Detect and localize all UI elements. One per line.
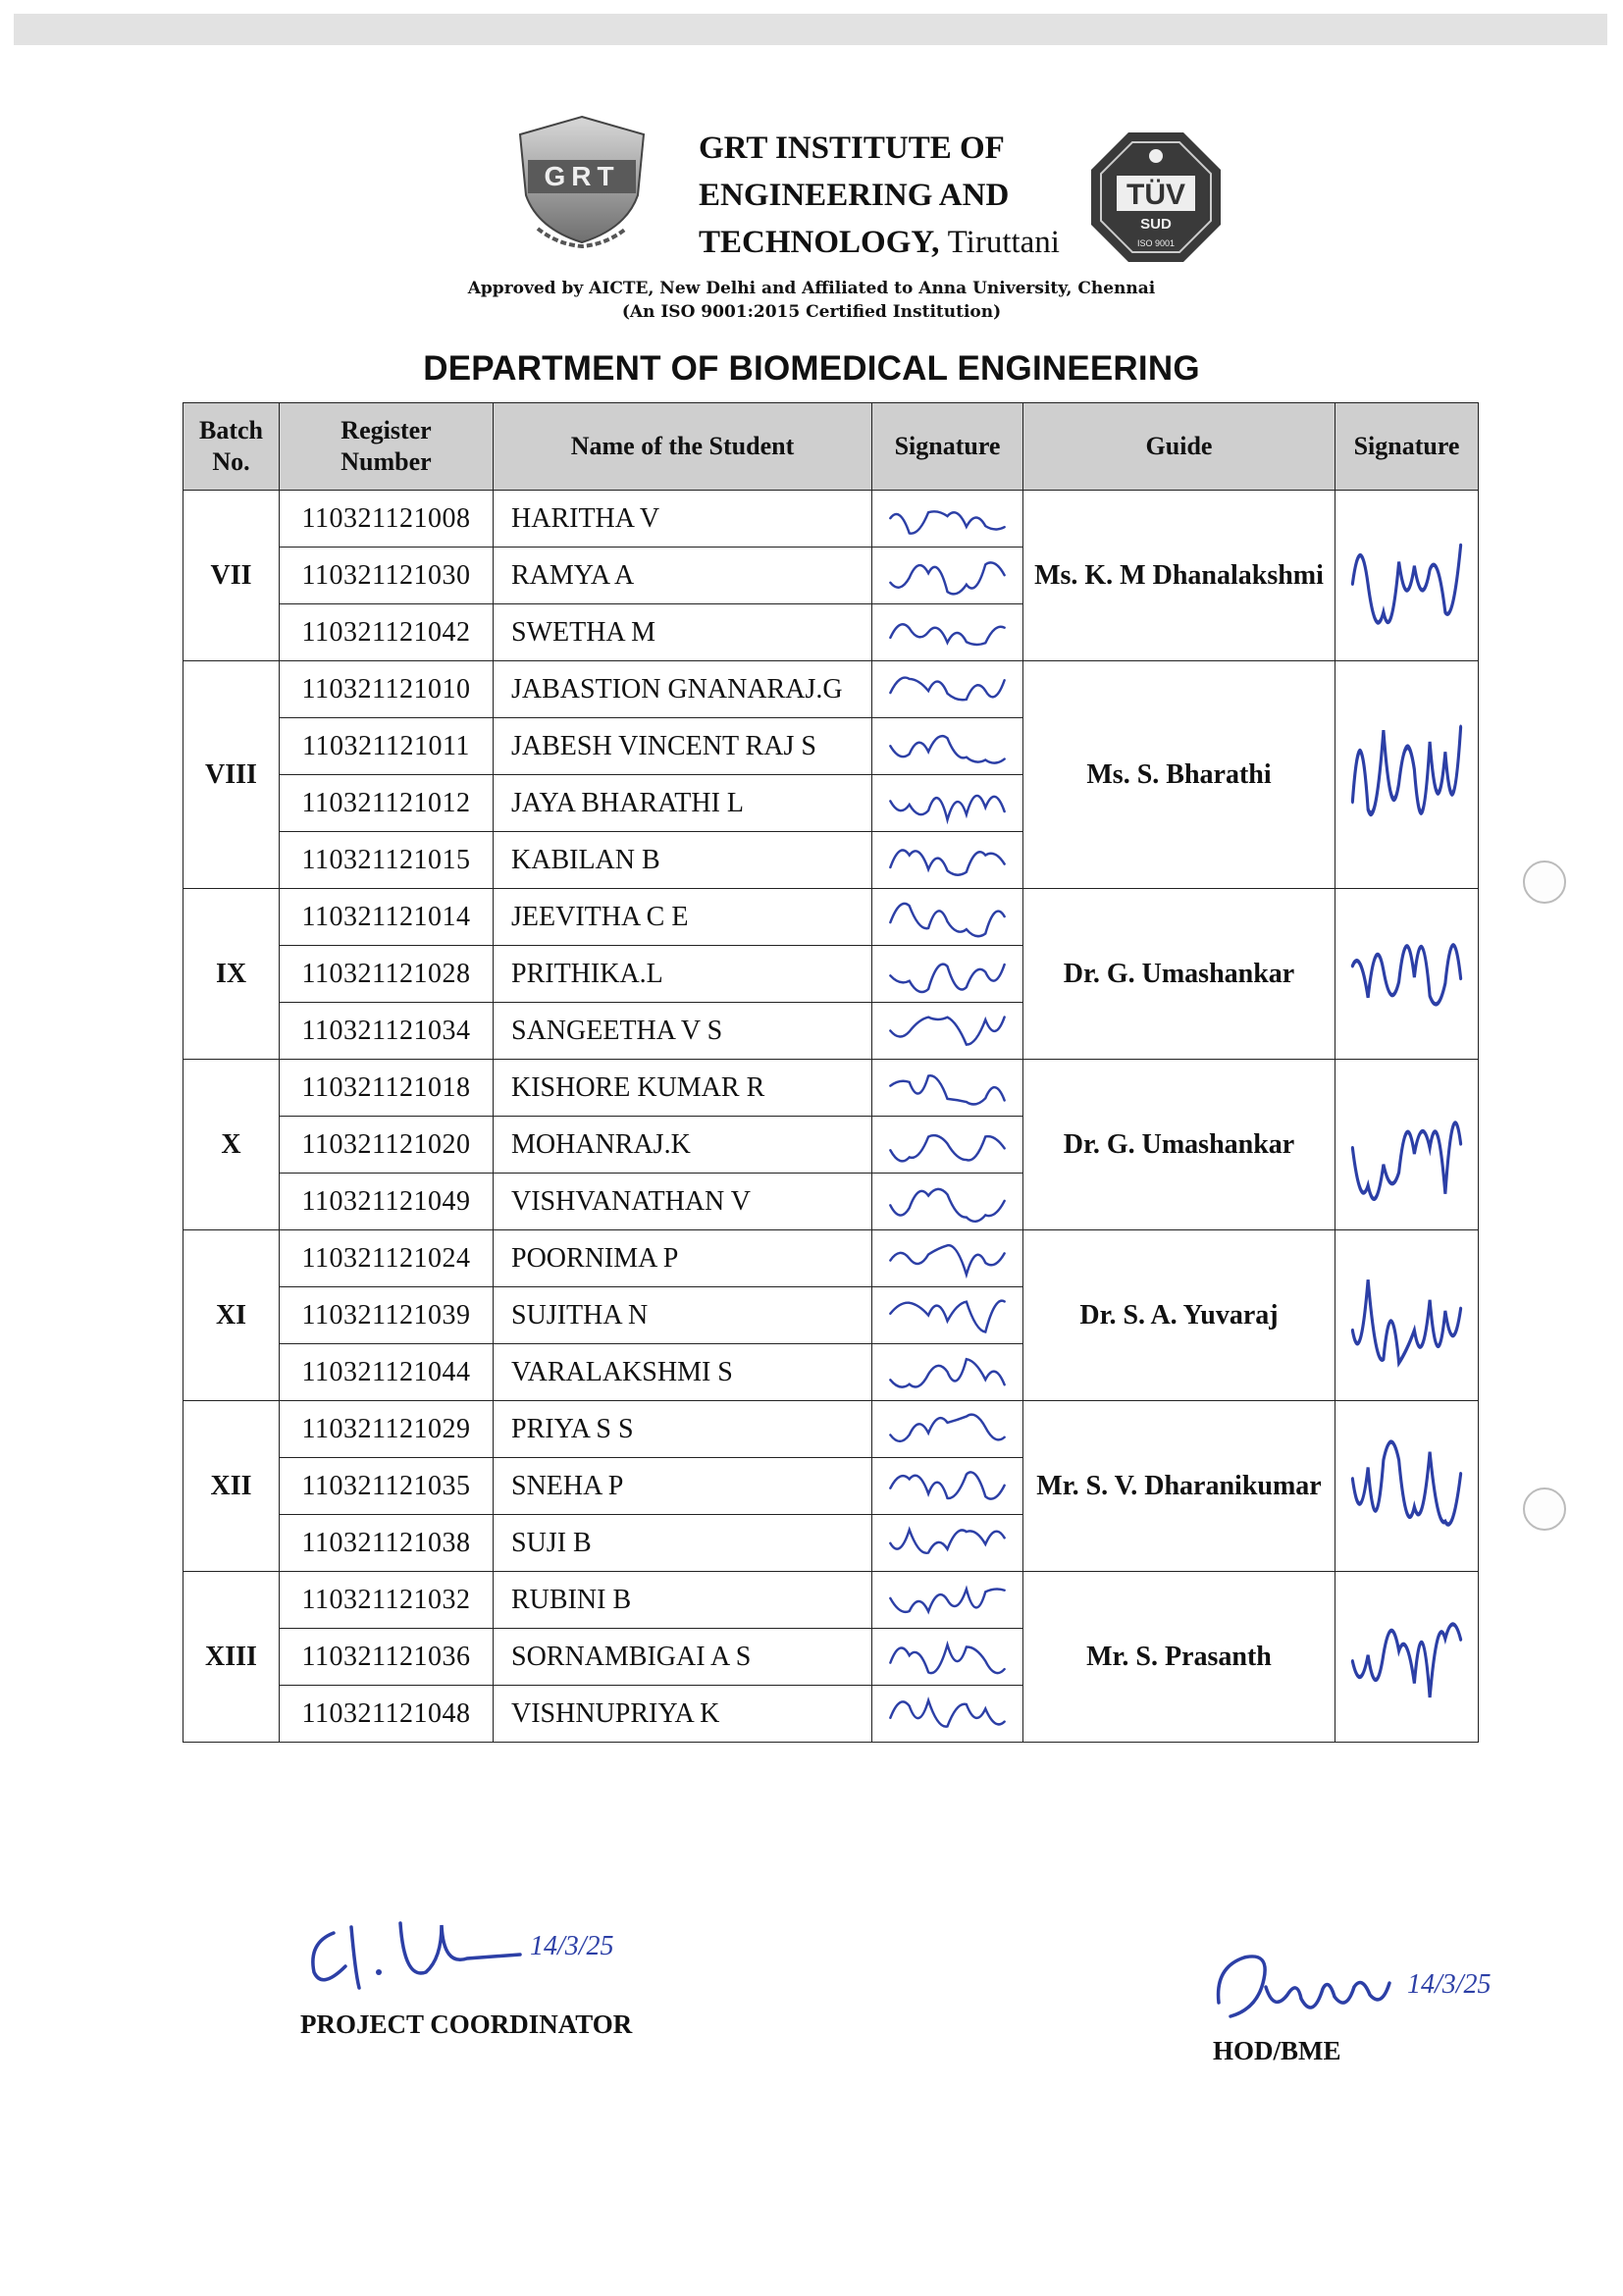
student-signature-mark <box>872 832 1022 888</box>
signature-stroke <box>890 1530 1004 1553</box>
batch-number: X <box>183 1060 280 1230</box>
signature-stroke <box>890 511 1004 533</box>
register-number: 110321121032 <box>280 1572 494 1629</box>
signature-stroke <box>1352 945 1460 1004</box>
register-number: 110321121018 <box>280 1060 494 1117</box>
scan-edge-bar <box>14 14 1607 45</box>
institution-name-line1: GRT INSTITUTE OF <box>699 130 1005 166</box>
student-signature-cell <box>872 1287 1023 1344</box>
guide-name: Dr. S. A. Yuvaraj <box>1023 1230 1335 1401</box>
table-row <box>183 1230 1479 1287</box>
register-number: 110321121029 <box>280 1401 494 1458</box>
signature-stroke <box>890 1245 1004 1275</box>
student-roster-table <box>183 402 1479 1743</box>
student-signature-mark <box>872 491 1022 547</box>
guide-name: Dr. G. Umashankar <box>1023 1060 1335 1230</box>
student-signature-cell <box>872 491 1023 548</box>
register-number: 110321121011 <box>280 718 494 775</box>
institution-name-line2: ENGINEERING AND <box>699 178 1010 213</box>
register-number: 110321121035 <box>280 1458 494 1515</box>
student-signature-cell <box>872 1686 1023 1743</box>
register-number: 110321121038 <box>280 1515 494 1572</box>
student-signature-mark <box>872 775 1022 831</box>
student-name: SUJITHA N <box>494 1287 872 1344</box>
signature-stroke <box>1352 1624 1460 1697</box>
signature-stroke <box>890 1075 1004 1104</box>
header-guide-signature: Signature <box>1335 403 1479 491</box>
institution-name <box>699 125 1060 266</box>
grt-shield-logo <box>508 113 655 250</box>
tuv-certification-logo <box>1087 129 1225 266</box>
student-signature-cell <box>872 661 1023 718</box>
approval-line-1: Approved by AICTE, New Delhi and Affiliated to Anna University, Chennai <box>467 279 1156 298</box>
guide-signature-cell <box>1335 1230 1479 1401</box>
student-signature-mark <box>872 946 1022 1002</box>
guide-name: Ms. S. Bharathi <box>1023 661 1335 889</box>
student-signature-cell <box>872 718 1023 775</box>
student-signature-cell <box>872 1060 1023 1117</box>
svg-text:GRT: GRT <box>544 161 620 191</box>
register-number: 110321121012 <box>280 775 494 832</box>
student-name: VISHNUPRIYA K <box>494 1686 872 1743</box>
table-row <box>183 889 1479 946</box>
student-signature-cell <box>872 832 1023 889</box>
student-signature-cell <box>872 1515 1023 1572</box>
batch-number: XI <box>183 1230 280 1401</box>
signature-stroke <box>1352 1279 1460 1363</box>
register-number: 110321121010 <box>280 661 494 718</box>
table-row <box>183 491 1479 548</box>
guide-name: Dr. G. Umashankar <box>1023 889 1335 1060</box>
student-name: SANGEETHA V S <box>494 1003 872 1060</box>
signature-stroke <box>890 1472 1004 1498</box>
register-number: 110321121015 <box>280 832 494 889</box>
signature-stroke <box>1352 727 1460 813</box>
guide-signature-mark <box>1335 491 1478 660</box>
student-signature-cell <box>872 548 1023 604</box>
signature-stroke <box>890 624 1004 645</box>
student-signature-mark <box>872 1572 1022 1628</box>
student-signature-cell <box>872 1458 1023 1515</box>
signature-stroke <box>890 1589 1004 1611</box>
student-signature-cell <box>872 1174 1023 1230</box>
signature-stroke <box>1352 1442 1460 1525</box>
guide-signature-mark <box>1335 1230 1478 1400</box>
punch-hole <box>1523 1487 1566 1531</box>
student-signature-cell <box>872 889 1023 946</box>
student-name: HARITHA V <box>494 491 872 548</box>
table-header-row <box>183 403 1479 491</box>
signature-stroke <box>890 562 1004 594</box>
register-number: 110321121039 <box>280 1287 494 1344</box>
student-signature-mark <box>872 1686 1022 1742</box>
institution-header <box>0 113 1623 280</box>
student-signature-cell <box>872 604 1023 661</box>
guide-signature-cell <box>1335 491 1479 661</box>
student-name: RAMYA A <box>494 548 872 604</box>
student-signature-mark <box>872 1117 1022 1173</box>
student-signature-cell <box>872 1003 1023 1060</box>
student-signature-mark <box>872 1401 1022 1457</box>
student-signature-mark <box>872 1230 1022 1286</box>
header-guide: Guide <box>1023 403 1335 491</box>
register-number: 110321121030 <box>280 548 494 604</box>
svg-text:14/3/25: 14/3/25 <box>530 1931 614 1961</box>
guide-signature-cell <box>1335 1401 1479 1572</box>
signature-stroke <box>890 1700 1004 1727</box>
register-number: 110321121020 <box>280 1117 494 1174</box>
register-number: 110321121036 <box>280 1629 494 1686</box>
student-signature-mark <box>872 1458 1022 1514</box>
student-name: RUBINI B <box>494 1572 872 1629</box>
student-name: SUJI B <box>494 1515 872 1572</box>
student-signature-mark <box>872 604 1022 660</box>
student-signature-mark <box>872 661 1022 717</box>
coordinator-signature <box>294 1864 648 2002</box>
register-number: 110321121028 <box>280 946 494 1003</box>
register-number: 110321121014 <box>280 889 494 946</box>
student-name: JABESH VINCENT RAJ S <box>494 718 872 775</box>
student-signature-mark <box>872 1287 1022 1343</box>
table-row <box>183 1401 1479 1458</box>
student-name: VARALAKSHMI S <box>494 1344 872 1401</box>
student-signature-cell <box>872 1344 1023 1401</box>
signature-stroke <box>890 1415 1004 1441</box>
guide-signature-cell <box>1335 889 1479 1060</box>
guide-name: Mr. S. Prasanth <box>1023 1572 1335 1743</box>
header-batch: Batch No. <box>183 403 280 491</box>
student-name: MOHANRAJ.K <box>494 1117 872 1174</box>
signature-stroke <box>890 965 1004 992</box>
table-row <box>183 661 1479 718</box>
register-number: 110321121034 <box>280 1003 494 1060</box>
table-row <box>183 1060 1479 1117</box>
department-title: DEPARTMENT OF BIOMEDICAL ENGINEERING <box>423 349 1200 388</box>
student-name: SORNAMBIGAI A S <box>494 1629 872 1686</box>
register-number: 110321121044 <box>280 1344 494 1401</box>
student-name: KABILAN B <box>494 832 872 889</box>
signature-stroke <box>890 1189 1004 1222</box>
header-student-signature: Signature <box>872 403 1023 491</box>
header-student-name: Name of the Student <box>494 403 872 491</box>
student-name: KISHORE KUMAR R <box>494 1060 872 1117</box>
guide-signature-cell <box>1335 1572 1479 1743</box>
batch-number: XII <box>183 1401 280 1572</box>
punch-hole <box>1523 861 1566 904</box>
student-name: POORNIMA P <box>494 1230 872 1287</box>
signature-stroke <box>890 1644 1004 1673</box>
guide-signature-mark <box>1335 661 1478 888</box>
institution-city: Tiruttani <box>947 225 1060 260</box>
guide-signature-cell <box>1335 661 1479 889</box>
student-signature-mark <box>872 718 1022 774</box>
hod-bme-label: HOD/BME <box>1213 2036 1341 2065</box>
student-name: JAYA BHARATHI L <box>494 775 872 832</box>
student-signature-cell <box>872 1117 1023 1174</box>
svg-text:ISO 9001: ISO 9001 <box>1136 238 1176 248</box>
student-signature-mark <box>872 1003 1022 1059</box>
student-signature-cell <box>872 775 1023 832</box>
signature-stroke <box>890 1301 1004 1332</box>
signature-stroke <box>890 904 1004 936</box>
batch-number: VIII <box>183 661 280 889</box>
student-signature-cell <box>872 1629 1023 1686</box>
register-number: 110321121048 <box>280 1686 494 1743</box>
project-coordinator-label: PROJECT COORDINATOR <box>300 2009 633 2039</box>
student-name: PRIYA S S <box>494 1401 872 1458</box>
student-signature-mark <box>872 1060 1022 1116</box>
signature-stroke <box>890 850 1004 874</box>
signature-stroke <box>890 736 1004 762</box>
batch-number: VII <box>183 491 280 661</box>
signature-stroke <box>1352 546 1460 622</box>
guide-signature-mark <box>1335 1401 1478 1571</box>
guide-name: Ms. K. M Dhanalakshmi <box>1023 491 1335 661</box>
signature-stroke <box>1352 1122 1460 1198</box>
student-name: VISHVANATHAN V <box>494 1174 872 1230</box>
student-signature-mark <box>872 889 1022 945</box>
student-name: JABASTION GNANARAJ.G <box>494 661 872 718</box>
signature-stroke <box>890 1018 1004 1045</box>
student-name: JEEVITHA C E <box>494 889 872 946</box>
svg-text:SUD: SUD <box>1140 216 1172 233</box>
guide-signature-mark <box>1335 1572 1478 1742</box>
svg-text:TÜV: TÜV <box>1126 179 1185 211</box>
student-name: SWETHA M <box>494 604 872 661</box>
register-number: 110321121024 <box>280 1230 494 1287</box>
roster-body <box>183 491 1479 1743</box>
register-number: 110321121042 <box>280 604 494 661</box>
batch-number: IX <box>183 889 280 1060</box>
student-signature-cell <box>872 1401 1023 1458</box>
student-signature-cell <box>872 1230 1023 1287</box>
institution-name-line3: TECHNOLOGY, Tiruttani <box>699 225 1060 260</box>
signature-stroke <box>890 1359 1004 1386</box>
svg-text:14/3/25: 14/3/25 <box>1407 1969 1492 2000</box>
student-name: PRITHIKA.L <box>494 946 872 1003</box>
register-number: 110321121049 <box>280 1174 494 1230</box>
guide-name: Mr. S. V. Dharanikumar <box>1023 1401 1335 1572</box>
table-row <box>183 1572 1479 1629</box>
guide-signature-mark <box>1335 889 1478 1059</box>
guide-signature-cell <box>1335 1060 1479 1230</box>
batch-number: XIII <box>183 1572 280 1743</box>
student-signature-mark <box>872 1174 1022 1229</box>
register-number: 110321121008 <box>280 491 494 548</box>
student-name: SNEHA P <box>494 1458 872 1515</box>
signature-stroke <box>890 1135 1004 1161</box>
student-signature-cell <box>872 1572 1023 1629</box>
student-signature-mark <box>872 1344 1022 1400</box>
hod-signature <box>1205 1918 1539 2036</box>
guide-signature-mark <box>1335 1060 1478 1229</box>
signature-stroke <box>890 796 1004 820</box>
header-register-number: Register Number <box>280 403 494 491</box>
student-signature-mark <box>872 548 1022 603</box>
signature-stroke <box>890 678 1004 701</box>
student-signature-mark <box>872 1515 1022 1571</box>
approval-line-2: (An ISO 9001:2015 Certified Institution) <box>621 302 1002 322</box>
student-signature-mark <box>872 1629 1022 1685</box>
student-signature-cell <box>872 946 1023 1003</box>
